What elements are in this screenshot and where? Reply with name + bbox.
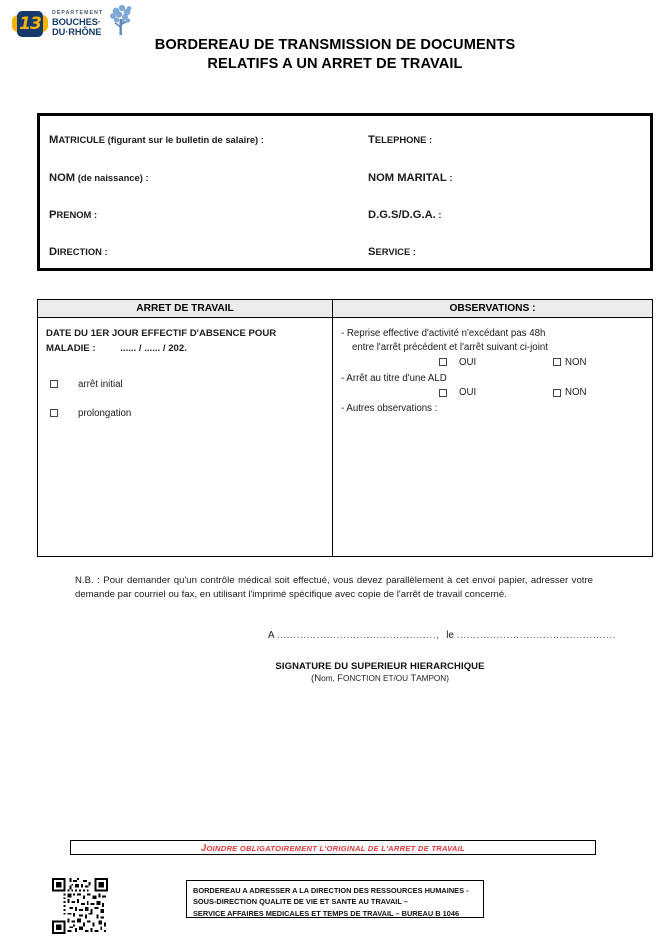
- date-prefix: le: [446, 630, 454, 641]
- observation-autres: - Autres observations :: [341, 403, 438, 415]
- field-label-prenom-rest: RENOM :: [56, 209, 98, 220]
- signature-title: SIGNATURE DU SUPERIEUR HIERARCHIQUE: [275, 661, 485, 672]
- mandatory-notice-body2: ORIGINAL DE L'ARRET DE TRAVAIL: [326, 843, 465, 853]
- signature-place-date-line[interactable]: [268, 630, 616, 641]
- date-dots[interactable]: ................................................: [456, 630, 617, 641]
- checkbox-reprise-oui[interactable]: [439, 358, 447, 366]
- date-label-line2: MALADIE :: [46, 342, 96, 354]
- spacer: [46, 357, 324, 379]
- field-label-nom-marital: [368, 172, 452, 184]
- logo-badge-icon: [12, 9, 48, 39]
- checkbox-reprise-non[interactable]: [553, 358, 561, 366]
- reprise-yesno-row: [341, 355, 645, 372]
- checkbox-prolongation[interactable]: [50, 409, 58, 417]
- page-title-line2: RELATIFS A UN ARRET DE TRAVAIL: [207, 56, 463, 73]
- checkbox-label-ald-oui: OUI: [459, 387, 477, 399]
- field-label-matricule-rest: ATRICULE (figurant sur le bulletin de salaire) :: [58, 134, 264, 145]
- recipient-address-box: [186, 880, 484, 918]
- note-bene-paragraph: N.B. : Pour demander qu'un contrôle médical soit effectué, vous devez parallèlement à cet envoi papier, adresser votre demande par courriel ou fax, en utilisant l'imprimé spécifique avec copie de l'arrêt de travail concerné.: [75, 575, 593, 601]
- date-row: [46, 342, 324, 357]
- signature-subtitle: [160, 673, 600, 684]
- mandatory-notice-apostrophe: ': [324, 843, 327, 853]
- table-header-arret-de-travail: ARRET DE TRAVAIL: [136, 303, 234, 314]
- address-line-2: SOUS-DIRECTION QUALITE DE VIE ET SANTE AU TRAVAIL –: [193, 897, 408, 907]
- ald-oui-group[interactable]: [439, 387, 476, 398]
- signature-subtitle-f: AMPON): [416, 674, 449, 683]
- field-label-matricule: [49, 134, 264, 146]
- field-label-telephone-rest: ELEPHONE :: [374, 134, 433, 145]
- signature-subtitle-e: T: [410, 673, 417, 684]
- page-title: [95, 36, 575, 75]
- field-label-dgs-dga-cap: D.G.S/D.G.A.: [368, 209, 436, 221]
- field-label-direction-cap: D: [49, 246, 58, 258]
- reprise-non-group[interactable]: [553, 357, 587, 368]
- checkbox-label-ald-non: NON: [565, 387, 587, 399]
- field-label-telephone-cap: T: [368, 134, 375, 146]
- logo-name-line2: DU·RHÔNE: [52, 27, 102, 38]
- mandatory-notice-cap: J: [201, 842, 207, 853]
- logo-number: 13: [19, 14, 41, 34]
- field-label-dgs-dga-rest: :: [435, 209, 442, 220]
- observation-reprise-line2: entre l'arrêt précédent et l'arrêt suivant ci-joint: [352, 341, 548, 353]
- table-cell-arret-de-travail: [38, 318, 332, 556]
- mandatory-notice-box: [70, 840, 596, 855]
- logo-wordmark: [52, 11, 103, 37]
- qr-code-icon: [52, 878, 108, 934]
- address-line-3-rest: UREAU B 1046: [406, 908, 460, 918]
- checkbox-ald-non[interactable]: [553, 389, 561, 397]
- field-label-service: [368, 246, 416, 258]
- field-label-nom-cap: NOM: [49, 172, 76, 184]
- page-title-line1: BORDEREAU DE TRANSMISSION DE DOCUMENTS: [154, 37, 516, 53]
- date-input-blanks[interactable]: ...... / ...... / 202.: [120, 342, 187, 354]
- signature-subtitle-c: ONCTION ET/: [342, 674, 396, 683]
- field-label-nom-rest: (de naissance) :: [75, 172, 149, 183]
- observation-ald: - Arrêt au titre d'une ALD: [341, 372, 447, 384]
- arret-observations-table: [37, 299, 653, 557]
- field-label-service-cap: S: [368, 246, 376, 258]
- checkbox-ald-oui[interactable]: [439, 389, 447, 397]
- place-prefix: A: [268, 630, 274, 641]
- signature-subtitle-open: (N: [311, 673, 322, 684]
- identity-fields-box: [37, 113, 653, 271]
- address-line-1: BORDEREAU A ADRESSER A LA DIRECTION DES RESSOURCES HUMAINES -: [193, 886, 469, 895]
- mandatory-notice-text: [201, 843, 465, 853]
- table-header-observations: OBSERVATIONS :: [449, 303, 536, 314]
- checkbox-label-reprise-oui: OUI: [459, 356, 477, 368]
- field-label-nom: [49, 172, 149, 184]
- ald-yesno-row: [341, 385, 645, 402]
- checkbox-arret-initial[interactable]: [50, 380, 58, 388]
- field-label-direction-rest: IRECTION :: [57, 246, 108, 257]
- checkbox-row-arret-initial[interactable]: [46, 379, 324, 390]
- field-label-telephone: [368, 134, 432, 146]
- address-line-3: [193, 908, 477, 919]
- field-label-nom-marital-rest: :: [446, 172, 453, 183]
- field-label-prenom: [49, 209, 97, 221]
- checkbox-row-prolongation[interactable]: [46, 408, 324, 419]
- field-label-dgs-dga: [368, 209, 442, 221]
- field-label-service-rest: ERVICE :: [375, 246, 416, 257]
- checkbox-label-reprise-non: NON: [565, 356, 587, 368]
- table-header-row: [38, 300, 652, 318]
- place-dots[interactable]: ................................................,: [276, 630, 440, 641]
- reprise-oui-group[interactable]: [439, 357, 476, 368]
- signature-subtitle-d: OU: [395, 674, 411, 683]
- signature-subtitle-b: F: [337, 673, 343, 684]
- field-label-nom-marital-cap: NOM MARITAL: [368, 172, 447, 184]
- address-line-3-main: SERVICE AFFAIRES MEDICALES ET TEMPS DE TRAVAIL – B: [193, 908, 407, 918]
- field-label-prenom-cap: P: [49, 209, 57, 221]
- logo-department-word: DÉPARTEMENT: [52, 9, 104, 16]
- signature-subtitle-a: om,: [321, 674, 338, 683]
- field-label-matricule-cap: M: [49, 134, 59, 146]
- table-cell-observations: [333, 318, 653, 556]
- ald-non-group[interactable]: [553, 387, 587, 398]
- observation-reprise-line1: - Reprise effective d'activité n'excédant pas 48h: [341, 328, 546, 339]
- date-label-line1: DATE DU 1ER JOUR EFFECTIF D'ABSENCE POUR: [46, 328, 277, 339]
- field-label-direction: [49, 246, 108, 258]
- mandatory-notice-body1: OINDRE OBLIGATOIREMENT L: [206, 843, 325, 853]
- checkbox-label-arret-initial: arrêt initial: [78, 378, 123, 390]
- logo-name-line1: BOUCHES·: [52, 17, 101, 28]
- checkbox-label-prolongation: prolongation: [78, 407, 132, 419]
